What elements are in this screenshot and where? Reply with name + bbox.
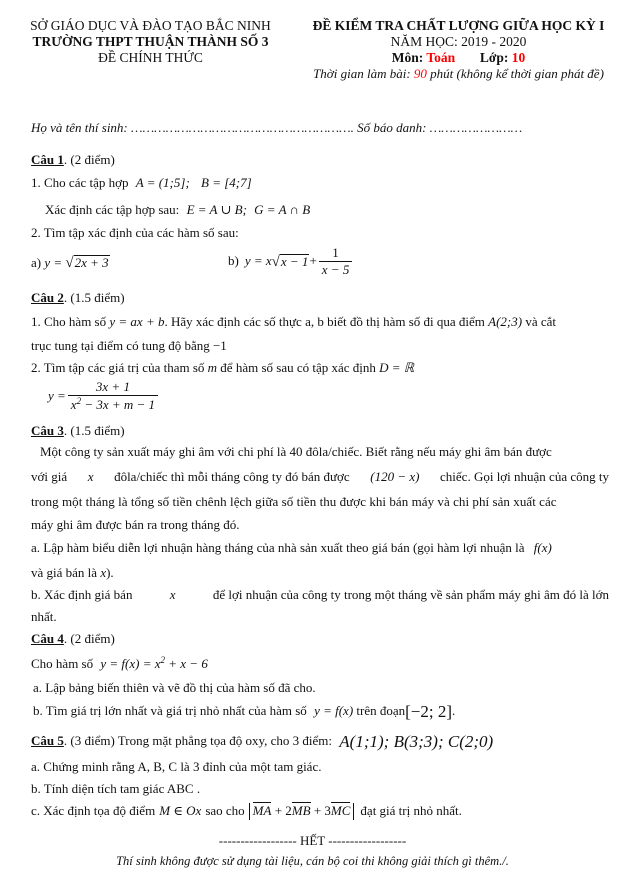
official-label: ĐỀ CHÍNH THỨC (98, 50, 203, 65)
q3-text: chiếc. Gọi lợi nhuận của công ty (440, 469, 609, 484)
footer-note (0, 853, 625, 869)
q2-text: trục tung tại điểm có tung độ bằng −1 (31, 338, 227, 353)
q2-part1-line2 (31, 338, 227, 355)
fraction (68, 380, 158, 413)
q2-text: để hàm số sau có tập xác định (220, 360, 376, 375)
q1-part1-task (45, 202, 310, 219)
q4-text: Cho hàm số (31, 656, 94, 671)
q1-part2-text: 2. Tìm tập xác định của các hàm số sau: (31, 225, 239, 240)
department-name: SỞ GIÁO DỤC VÀ ĐÀO TẠO BẮC NINH (30, 18, 271, 33)
radicand: x − 1 (280, 253, 309, 269)
q3-line4 (31, 517, 240, 534)
school-year: NĂM HỌC: 2019 - 2020 (390, 34, 527, 49)
q3-text: Một công ty sản xuất máy ghi âm với chi phí là 40 đôla/chiếc. Biết rằng nếu máy ghi âm bán được (40, 444, 552, 459)
domain: D = ℝ (379, 360, 415, 375)
math-lhs: y = (48, 387, 66, 403)
var-x: x (100, 565, 107, 580)
set-g: G = A ∩ B (254, 202, 311, 217)
q3-part-b (31, 587, 609, 604)
item-label: a) (31, 255, 42, 270)
question-5-heading (31, 733, 493, 750)
q1-part1 (31, 175, 252, 192)
fraction (319, 246, 353, 278)
coef: + 2 (271, 803, 292, 818)
q3a-text: và giá bán là (31, 565, 98, 580)
set-e: E = A ∪ B; (186, 202, 247, 217)
item-label: b) (228, 253, 239, 269)
question-title: Câu 5 (31, 733, 64, 748)
header-left (8, 18, 293, 66)
quantity-expr: (120 − x) (370, 469, 420, 484)
plus-sign: + (309, 253, 317, 269)
q4b-text: . (452, 703, 456, 718)
coef: + 3 (310, 803, 331, 818)
question-points: . (2 điểm) (63, 152, 115, 167)
question-title: Câu 3 (31, 423, 64, 438)
q1-part2b (228, 246, 354, 278)
function-fx: y = f(x) (314, 703, 354, 718)
school-name: TRƯỜNG THPT THUẬN THÀNH SỐ 3 (32, 34, 269, 49)
question-title: Câu 4 (31, 631, 64, 646)
sqrt-icon: √ (65, 255, 74, 271)
question-4-heading (31, 631, 115, 648)
q3-part-a (31, 540, 552, 557)
q3-part-a-line2 (31, 565, 114, 582)
q5c-text: đạt giá trị nhỏ nhất. (360, 803, 462, 818)
vector-ma: MA (252, 803, 272, 818)
q4-intro (31, 655, 208, 673)
question-points: . (3 điểm) Trong mặt phẳng tọa độ oxy, cho 3 điểm: (63, 733, 333, 748)
func-part: + x − 6 (165, 656, 208, 671)
set-a: A = (1;5]; (135, 175, 190, 190)
question-2-heading (31, 290, 125, 307)
q5a-text: a. Chứng minh rằng A, B, C là 3 đỉnh của một tam giác. (31, 759, 322, 774)
q3-line2 (31, 469, 609, 486)
math-lhs: y = x (244, 253, 272, 269)
q2-text: . Hãy xác định các số thực a, b biết đồ thị hàm số đi qua điểm (164, 314, 485, 329)
question-points: . (2 điểm) (63, 631, 115, 646)
q5c-text: sao cho (205, 803, 245, 818)
denominator: x − 5 (319, 261, 353, 277)
q4b-text: trên đoạn (356, 703, 406, 718)
student-info (31, 120, 522, 137)
sqrt-expression (272, 254, 310, 270)
subject-grade (296, 50, 621, 66)
subject-value: Toán (426, 50, 456, 65)
linear-function: y = ax + b (109, 314, 165, 329)
candidate-number-field[interactable]: …………………… (429, 120, 523, 135)
numerator: 3x + 1 (95, 379, 130, 394)
q3-line3 (31, 494, 609, 511)
q1-part2a (31, 255, 110, 272)
q1-text: 1. Cho các tập hợp (31, 175, 129, 190)
q4b-text: b. Tìm giá trị lớn nhất và giá trị nhỏ nhất của hàm số (33, 703, 307, 718)
end-text: ------------------ HẾT ------------------ (218, 833, 407, 848)
q4-part-a (33, 680, 316, 697)
param-m: m (207, 360, 218, 375)
den-part: x (70, 397, 77, 413)
func-part: y = f(x) = x (100, 656, 161, 671)
q5c-text: c. Xác định tọa độ điểm (31, 803, 156, 818)
q3-line1 (40, 444, 608, 461)
question-title: Câu 2 (31, 290, 64, 305)
point-m: M ∈ Ox (159, 803, 202, 818)
sqrt-expression (65, 255, 109, 271)
duration-prefix: Thời gian làm bài: (313, 66, 411, 81)
exponent: 2 (160, 655, 165, 665)
set-b: B = [4;7] (201, 175, 252, 190)
duration-value: 90 (413, 66, 427, 81)
duration-suffix: phút (không kể thời gian phát đề) (430, 66, 604, 81)
question-title: Câu 1 (31, 152, 64, 167)
q1-part2 (31, 225, 239, 242)
quadratic-function (100, 656, 207, 671)
q2-text: 2. Tìm tập các giá trị của tham số (31, 360, 205, 375)
exponent: 2 (76, 396, 82, 407)
grade-value: 10 (511, 50, 526, 65)
math-lhs: y = (44, 255, 63, 270)
var-x: x (169, 587, 176, 602)
triangle-points: A(1;1); B(3;3); C(2;0) (339, 732, 494, 751)
vector-mc: MC (330, 803, 351, 818)
denominator (68, 395, 158, 412)
end-marker (0, 833, 625, 850)
q3b-text: b. Xác định giá bán (31, 587, 133, 602)
interval: [−2; 2] (405, 702, 453, 721)
question-3-heading (31, 423, 125, 440)
var-x: x (87, 469, 94, 484)
q3-text: trong một tháng là tổng số tiền chênh lệch giữa số tiền thu được khi bán máy và chi phí sản xuất các (31, 494, 557, 509)
q3a-text: ). (106, 565, 114, 580)
q3-text: đôla/chiếc thì mỗi tháng công ty đó bán được (114, 469, 350, 484)
q1-task-text: Xác định các tập hợp sau: (45, 202, 180, 217)
q3b-text: để lợi nhuận của công ty trong một tháng về sản phẩm máy ghi âm đó là lớn (212, 587, 609, 602)
q2-part1 (31, 314, 556, 331)
q3a-text: a. Lập hàm biểu diễn lợi nhuận hàng tháng của nhà sản xuất theo giá bán (gọi hàm lợi nhuận là (31, 540, 525, 555)
q3-part-b-line2 (31, 609, 57, 626)
q5-part-c (31, 803, 462, 820)
sqrt-icon: √ (271, 253, 280, 270)
question-points: . (1.5 điểm) (63, 290, 125, 305)
q5-part-b (31, 781, 200, 798)
q3b-text: nhất. (31, 609, 57, 624)
vector-mb: MB (291, 803, 311, 818)
exam-duration (296, 66, 621, 82)
student-name-field[interactable]: …………………………………………………. (131, 120, 354, 135)
candidate-number-label: Số báo danh: (357, 120, 427, 135)
q2-text: 1. Cho hàm số (31, 314, 107, 329)
q2-part2 (31, 360, 414, 377)
numerator: 1 (332, 245, 339, 260)
q4-part-b (33, 703, 455, 720)
grade-label: Lớp: (479, 50, 509, 65)
q2-text: và cắt (525, 314, 556, 329)
question-points: . (1.5 điểm) (63, 423, 125, 438)
vector-magnitude (249, 803, 355, 820)
point-a: A(2;3) (488, 314, 523, 329)
q5-part-a (31, 759, 321, 776)
q4a-text: a. Lập bảng biến thiên và vẽ đồ thị của hàm số đã cho. (33, 680, 316, 695)
student-name-label: Họ và tên thí sinh: (31, 120, 128, 135)
footer-note-text: Thí sinh không được sử dụng tài liệu, cán bộ coi thi không giải thích gì thêm./. (116, 854, 509, 868)
header-right (296, 18, 621, 82)
q3-text: máy ghi âm được bán ra trong tháng đó. (31, 517, 240, 532)
q2-function (48, 380, 160, 413)
subject-label: Môn: (391, 50, 424, 65)
function-fx: f(x) (533, 540, 552, 555)
radicand: 2x + 3 (74, 255, 109, 271)
q5b-text: b. Tính diện tích tam giác ABC . (31, 781, 201, 796)
exam-title: ĐỀ KIỂM TRA CHẤT LƯỢNG GIỮA HỌC KỲ I (312, 18, 605, 33)
den-part: − 3x + m − 1 (81, 397, 156, 413)
question-1-heading (31, 152, 115, 169)
q3-text: với giá (31, 469, 68, 484)
